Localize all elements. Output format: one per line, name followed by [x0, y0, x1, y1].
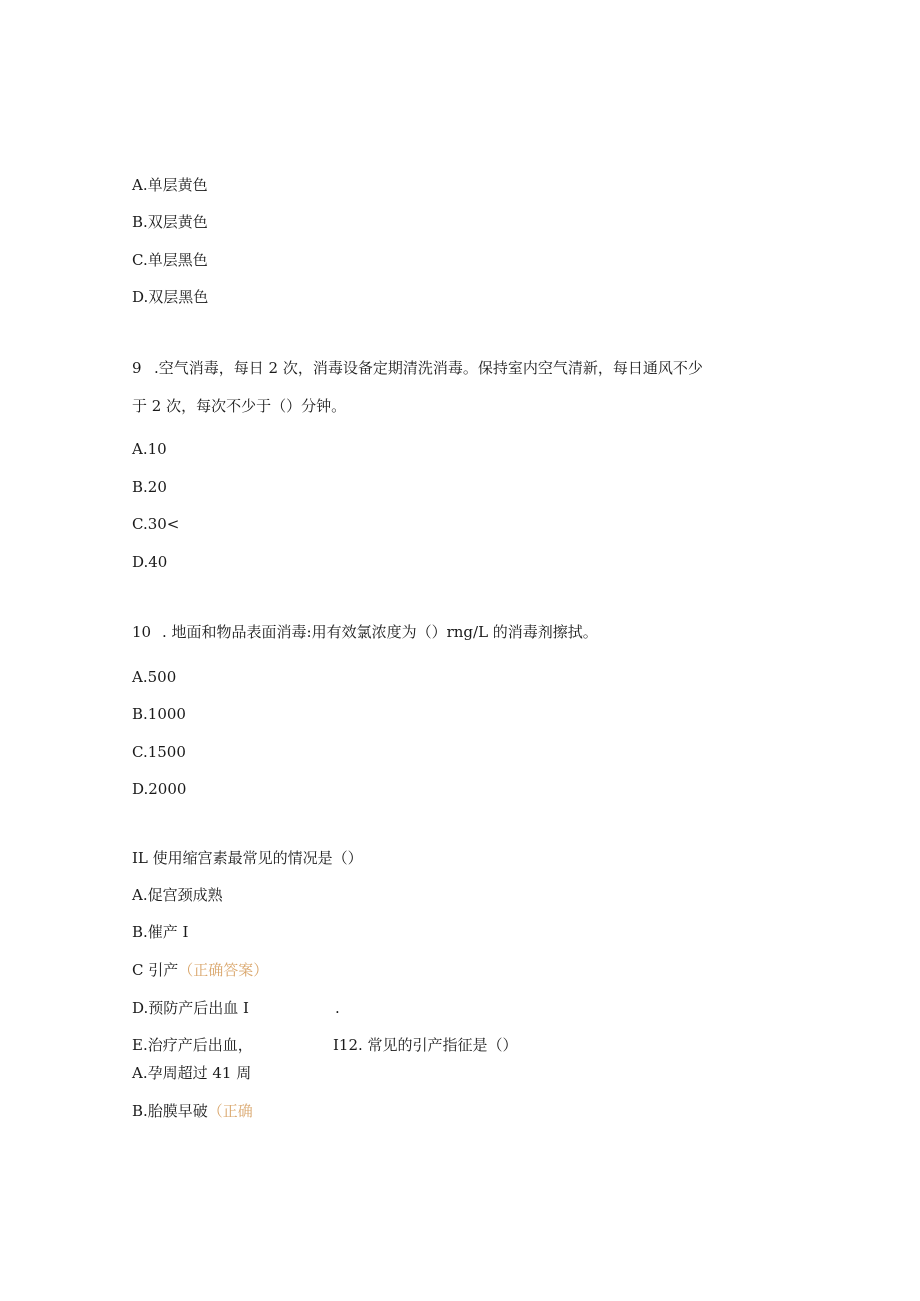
q10-text: . 地面和物品表面消毒:用有效氯浓度为（）rng/L 的消毒剂擦拭。: [162, 623, 598, 641]
q12-option-a: A.孕周超过 41 周: [132, 1064, 252, 1082]
q11-option-c-text: C 引产: [132, 961, 179, 979]
q9-question-line1: [132, 358, 703, 378]
q11-option-e: E.治疗产后出血，: [132, 1036, 253, 1054]
q11-option-b: B.催产 I: [132, 923, 189, 941]
q12-option-b: [132, 1101, 253, 1121]
q9-option-b: B.20: [132, 478, 167, 496]
q11-option-d: D.预防产后出血 I: [132, 999, 249, 1017]
q9-text-line1: .空气消毒，每日 2 次，消毒设备定期清洗消毒。保持室内空气清新，每日通风不少: [154, 359, 703, 377]
q9-question-line2: 于 2 次，每次不少于（）分钟。: [132, 397, 347, 415]
q9-number: 9: [132, 359, 142, 377]
q10-option-d: D.2000: [132, 780, 187, 798]
q11-option-c: [132, 960, 268, 980]
q10-question: [132, 622, 598, 642]
q8-option-b: B.双层黄色: [132, 213, 208, 231]
q11-option-a: A.促宫颈成熟: [132, 886, 223, 904]
q9-option-a: A.10: [132, 440, 167, 458]
q9-option-c: C.30<: [132, 515, 180, 533]
q8-option-a: A.单层黄色: [132, 176, 208, 194]
correct-answer-mark: （正确答案）: [178, 961, 269, 979]
q11-question: IL 使用缩宫素最常见的情况是（）: [132, 849, 363, 867]
q9-option-d: D.40: [132, 553, 168, 571]
q10-option-a: A.500: [132, 668, 177, 686]
q10-option-b: B.1000: [132, 705, 186, 723]
q12-option-b-text: B.胎膜早破: [132, 1102, 208, 1120]
correct-answer-mark-partial: （正确: [207, 1102, 253, 1120]
q8-option-c: C.单层黑色: [132, 251, 208, 269]
q11-option-d-tail: .: [335, 999, 340, 1017]
q10-option-c: C.1500: [132, 743, 186, 761]
q8-option-d: D.双层黑色: [132, 288, 209, 306]
q12-question: I12. 常见的引产指征是（）: [333, 1036, 518, 1054]
q10-number: 10: [132, 623, 152, 641]
